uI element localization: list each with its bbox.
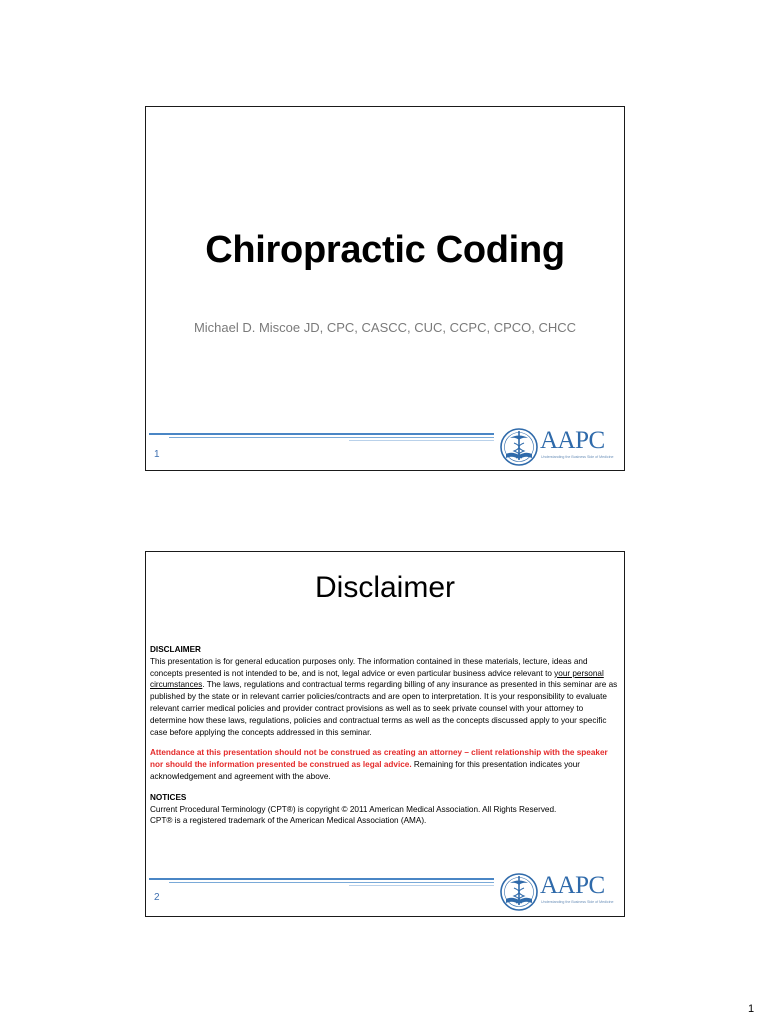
slide-2 — [145, 551, 625, 917]
page-number: 1 — [748, 1003, 755, 1015]
slide-number: 2 — [154, 892, 160, 903]
notices-heading: NOTICES — [150, 792, 187, 802]
aapc-logo — [498, 872, 622, 912]
slide-1 — [145, 106, 625, 471]
slide-subtitle: Michael D. Miscoe JD, CPC, CASCC, CUC, CCPC, CPCO, CHCC — [193, 320, 577, 335]
aapc-logo — [498, 427, 622, 467]
slide-title: Disclaimer — [314, 571, 455, 604]
notices-line-2: CPT® is a registered trademark of the American Medical Association (AMA). — [150, 816, 427, 826]
logo-text: AAPC — [540, 427, 605, 454]
disclaimer-paragraph: This presentation is for general education purposes only. The information contained in these materials, lecture, ideas and concepts presented is not intended to be, and is not, legal advice or even particular business advice relevant to your personal circumstances. The laws, regulations and contractual terms regarding billing of any insurance as presented in this seminar are as published by the state or in relevant carrier policies/contracts and are open to interpretation. It is your responsibility to evaluate relevant carrier medical policies and provider contract provisions as well as to seek private counsel with your attorney to determine how these laws, regulations, policies and contractual terms as well as the concepts discussed apply to your specific case before applying the concepts addressed in this seminar. — [150, 656, 618, 737]
caduceus-book-icon — [498, 872, 540, 912]
slide-number: 1 — [154, 449, 160, 460]
attendance-paragraph: Attendance at this presentation should not be construed as creating an attorney – client relationship with the speaker nor should the information presented be construed as legal advice. Remaining for this presentation indicates your acknowledgement and agreement with the above. — [150, 748, 608, 781]
logo-text: AAPC — [540, 872, 605, 899]
attendance-warning: Attendance at this presentation should not be construed as creating an attorney – client relationship with the speaker nor should the information presented be construed as legal advice. — [150, 748, 608, 770]
notices-line-1: Current Procedural Terminology (CPT®) is copyright © 2011 American Medical Association. All Rights Reserved. — [150, 804, 557, 814]
disclaimer-heading: DISCLAIMER — [150, 645, 201, 654]
logo-tagline: Understanding the Business Side of Medicine — [541, 455, 614, 459]
logo-tagline: Understanding the Business Side of Medicine — [541, 900, 614, 904]
footer-rule — [149, 878, 494, 886]
slide-title: Chiropractic Coding — [205, 229, 565, 271]
caduceus-book-icon — [498, 427, 540, 467]
footer-rule — [149, 433, 494, 441]
slide-body — [150, 644, 620, 827]
